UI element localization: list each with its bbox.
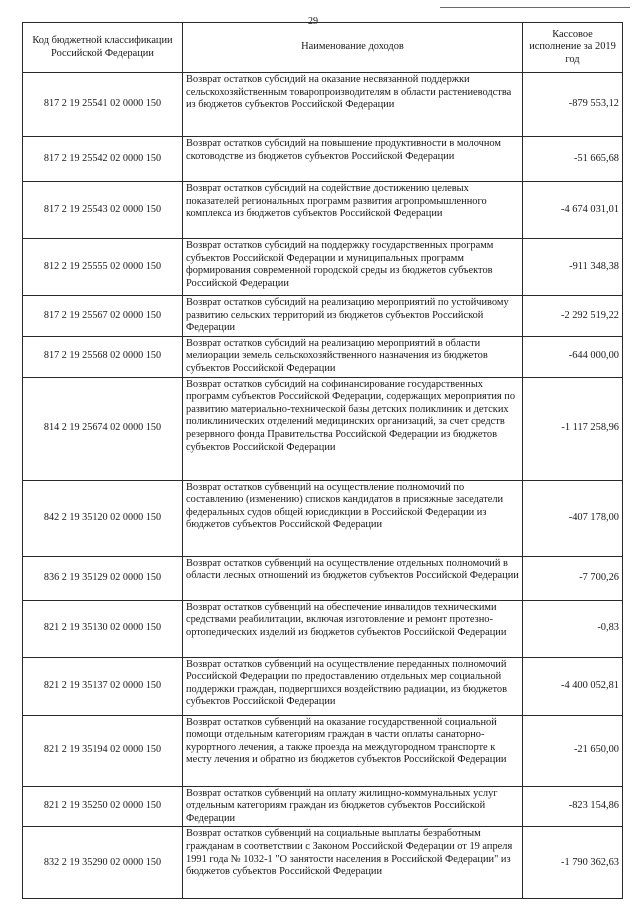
table-row bbox=[23, 296, 623, 337]
row-name: Возврат остатков субвенций на оплату жилищно-коммунальных услуг отдельным категориям граждан из бюджетов субъектов Российской Федерации bbox=[183, 786, 523, 827]
row-code: 832 2 19 35290 02 0000 150 bbox=[23, 827, 183, 899]
row-name: Возврат остатков субсидий на содействие достижению целевых показателей региональных программ развития агропромышленного комплекса из бюджетов субъектов Российской Федерации bbox=[183, 182, 523, 239]
row-amount: -4 674 031,01 bbox=[523, 182, 623, 239]
table-header-row bbox=[23, 23, 623, 73]
row-name: Возврат остатков субсидий на софинансирование государственных программ субъектов Российской Федерации, содержащих мероприятия по развитию материально-технической базы детских поликлиник и детских поликлинических отделений медицинских организаций, за счет средств резервного фонда Правительства Российской Федерации из бюджетов субъектов Российской Федерации bbox=[183, 377, 523, 480]
row-code: 817 2 19 25542 02 0000 150 bbox=[23, 137, 183, 182]
row-name: Возврат остатков субвенций на осуществление переданных полномочий Российской Федерации по предоставлению отдельных мер социальной поддержки граждан, подвергшихся воздействию радиации, из бюджетов субъектов Российской Федерации bbox=[183, 657, 523, 715]
table-row bbox=[23, 137, 623, 182]
row-amount: -407 178,00 bbox=[523, 480, 623, 556]
table-row bbox=[23, 480, 623, 556]
table-row bbox=[23, 827, 623, 899]
row-code: 821 2 19 35130 02 0000 150 bbox=[23, 600, 183, 657]
row-name: Возврат остатков субсидий на повышение продуктивности в молочном скотоводстве из бюджетов субъектов Российской Федерации bbox=[183, 137, 523, 182]
row-name: Возврат остатков субвенций на социальные выплаты безработным гражданам в соответствии с Законом Российской Федерации от 19 апреля 1991 года № 1032-1 "О занятости населения в Российской Федерации" из бюджетов субъектов Российской Федерации bbox=[183, 827, 523, 899]
row-name: Возврат остатков субвенций на осуществление отдельных полномочий в области лесных отношений из бюджетов субъектов Российской Федерации bbox=[183, 556, 523, 600]
row-amount: -644 000,00 bbox=[523, 336, 623, 377]
row-code: 817 2 19 25541 02 0000 150 bbox=[23, 73, 183, 137]
table-body bbox=[23, 73, 623, 899]
table-row bbox=[23, 182, 623, 239]
header-name: Наименование доходов bbox=[183, 23, 523, 73]
row-name: Возврат остатков субвенций на обеспечение инвалидов техническими средствами реабилитации, включая изготовление и ремонт протезно-ортопедических изделий из бюджетов субъектов Российской Федерации bbox=[183, 600, 523, 657]
table-row bbox=[23, 336, 623, 377]
row-code: 817 2 19 25567 02 0000 150 bbox=[23, 296, 183, 337]
row-amount: -4 400 052,81 bbox=[523, 657, 623, 715]
row-amount: -7 700,26 bbox=[523, 556, 623, 600]
table-row bbox=[23, 377, 623, 480]
row-amount: -911 348,38 bbox=[523, 239, 623, 296]
row-amount: -2 292 519,22 bbox=[523, 296, 623, 337]
row-code: 817 2 19 25568 02 0000 150 bbox=[23, 336, 183, 377]
table-row bbox=[23, 556, 623, 600]
row-code: 812 2 19 25555 02 0000 150 bbox=[23, 239, 183, 296]
table-row bbox=[23, 786, 623, 827]
row-code: 836 2 19 35129 02 0000 150 bbox=[23, 556, 183, 600]
row-amount: -1 117 258,96 bbox=[523, 377, 623, 480]
revenue-table bbox=[22, 22, 623, 899]
row-name: Возврат остатков субвенций на осуществление полномочий по составлению (изменению) списков кандидатов в присяжные заседатели федеральных судов общей юрисдикции в Российской Федерации из бюджетов субъектов Российской Федерации bbox=[183, 480, 523, 556]
page-number: 29 bbox=[308, 16, 318, 27]
header-code: Код бюджетной классификации Российской Федерации bbox=[23, 23, 183, 73]
table-row bbox=[23, 73, 623, 137]
row-amount: -51 665,68 bbox=[523, 137, 623, 182]
top-edge-line bbox=[440, 7, 630, 8]
row-amount: -21 650,00 bbox=[523, 715, 623, 786]
row-code: 814 2 19 25674 02 0000 150 bbox=[23, 377, 183, 480]
row-amount: -823 154,86 bbox=[523, 786, 623, 827]
row-code: 842 2 19 35120 02 0000 150 bbox=[23, 480, 183, 556]
header-amount: Кассовое исполнение за 2019 год bbox=[523, 23, 623, 73]
row-code: 821 2 19 35194 02 0000 150 bbox=[23, 715, 183, 786]
row-amount: -879 553,12 bbox=[523, 73, 623, 137]
row-amount: -0,83 bbox=[523, 600, 623, 657]
table-row bbox=[23, 239, 623, 296]
table-row bbox=[23, 600, 623, 657]
row-amount: -1 790 362,63 bbox=[523, 827, 623, 899]
row-code: 817 2 19 25543 02 0000 150 bbox=[23, 182, 183, 239]
row-name: Возврат остатков субсидий на оказание несвязанной поддержки сельскохозяйственным товаропроизводителям в области растениеводства из бюджетов субъектов Российской Федерации bbox=[183, 73, 523, 137]
row-code: 821 2 19 35137 02 0000 150 bbox=[23, 657, 183, 715]
row-name: Возврат остатков субсидий на поддержку государственных программ субъектов Российской Федерации и муниципальных программ формирования современной городской среды из бюджетов субъектов Российской Федерации bbox=[183, 239, 523, 296]
row-name: Возврат остатков субсидий на реализацию мероприятий в области мелиорации земель сельскохозяйственного назначения из бюджетов субъектов Российской Федерации bbox=[183, 336, 523, 377]
table-row bbox=[23, 715, 623, 786]
table-row bbox=[23, 657, 623, 715]
row-code: 821 2 19 35250 02 0000 150 bbox=[23, 786, 183, 827]
row-name: Возврат остатков субсидий на реализацию мероприятий по устойчивому развитию сельских территорий из бюджетов субъектов Российской Федерации bbox=[183, 296, 523, 337]
row-name: Возврат остатков субвенций на оказание государственной социальной помощи отдельным категориям граждан в части оплаты санаторно-курортного лечения, а также проезда на междугородном транспорте к месту лечения и обратно из бюджетов субъектов Российской Федерации bbox=[183, 715, 523, 786]
